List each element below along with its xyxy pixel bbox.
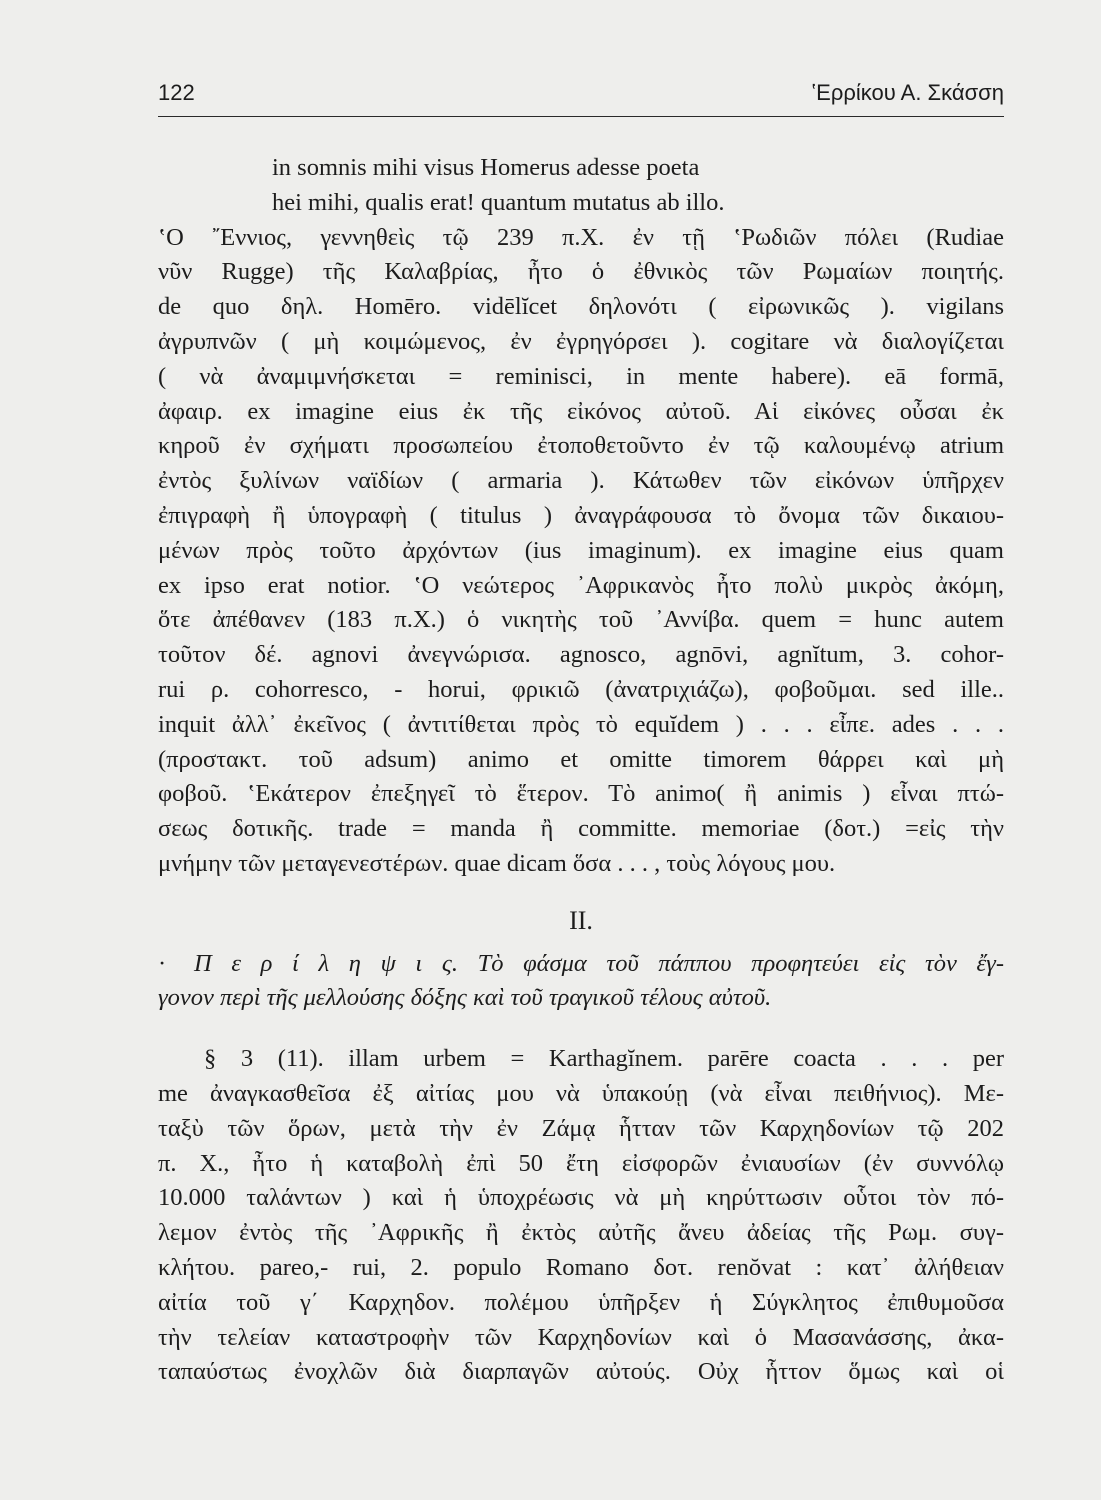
paragraph-line: me ἀναγκασθεῖσα ἐξ αἰτίας μου νὰ ὑπακούῃ (νὰ εἶναι πειθήνιος). Με- — [158, 1079, 1004, 1107]
paragraph-line: λεμον ἐντὸς τῆς ᾿Αφρικῆς ἢ ἐκτὸς αὐτῆς ἄνευ ἀδείας τῆς Ρωμ. συγ- — [158, 1219, 1004, 1247]
page-number: 122 — [158, 80, 195, 105]
paragraph-line: ταξὺ τῶν ὅρων, μετὰ τὴν ἐν Ζάμᾳ ἧτταν τῶν Καρχηδονίων τῷ 202 — [158, 1114, 1004, 1142]
verse-line: hei mihi, qualis erat! quantum mutatus ab illo. — [272, 188, 725, 216]
commentary-line: inquit ἀλλ᾿ ἐκεῖνος ( ἀντιτίθεται πρὸς τὸ equĭdem ) . . . εἶπε. ades . . . — [158, 710, 1004, 738]
commentary-line: μνήμην τῶν μεταγενεστέρων. quae dicam ὅσα . . . , τοὺς λόγους μου. — [158, 849, 836, 877]
commentary-line: μένων πρὸς τοῦτο ἀρχόντων (ius imaginum). ex imagine eius quam — [158, 536, 1004, 564]
commentary-line: (προστακτ. τοῦ adsum) animo et omitte timorem θάρρει καὶ μὴ — [158, 745, 1004, 773]
paragraph-line: ταπαύστως ἐνοχλῶν διὰ διαρπαγῶν αὐτούς. Οὐχ ἧττον ὅμως καὶ οἱ — [158, 1358, 1004, 1386]
commentary-line: ἀγρυπνῶν ( μὴ κοιμώμενος, ἐν ἐγρηγόρσει ). cogitare νὰ διαλογίζεται — [158, 327, 1004, 355]
commentary-line: νῦν Rugge) τῆς Καλαβρίας, ἦτο ὁ ἐθνικὸς τῶν Ρωμαίων ποιητής. — [158, 258, 1004, 286]
commentary-paragraph — [158, 221, 1004, 882]
commentary-line: σεως δοτικῆς. trade = manda ἢ committe. memoriae (δοτ.) =εἰς τὴν — [158, 815, 1004, 843]
summary-text: Π ε ρ ί λ η ψ ι ς. Τὸ φάσμα τοῦ πάππου προφητεύει εἰς τὸν ἔγ- — [194, 949, 1004, 977]
section-summary — [158, 947, 1004, 1017]
commentary-line: ex ipso erat notior. ʽΟ νεώτερος ᾿Αφρικανὸς ἦτο πολὺ μικρὸς ἀκόμη, — [158, 571, 1004, 599]
paragraph-line: π. Χ., ἦτο ἡ καταβολὴ ἐπὶ 50 ἔτη εἰσφορῶν ἐνιαυσίων (ἐν συννόλῳ — [158, 1149, 1004, 1177]
commentary-line: τοῦτον δέ. agnovi ἀνεγνώρισα. agnosco, agnōvi, agnĭtum, 3. cohor- — [158, 641, 1004, 669]
page-body — [158, 143, 1004, 1390]
summary-bullet: · — [158, 949, 167, 977]
paragraph-line: § 3 (11). illam urbem = Karthagĭnem. parēre coacta . . . per — [204, 1045, 1004, 1073]
section-number: II. — [569, 905, 593, 935]
summary-line — [158, 947, 1004, 982]
paragraph-line: 10.000 ταλάντων ) καὶ ἡ ὑποχρέωσις νὰ μὴ κηρύττωσιν οὗτοι τὸν πό- — [158, 1184, 1004, 1212]
running-head-author: ʽΕρρίκου Α. Σκάσση — [811, 80, 1004, 105]
paragraph-line: τὴν τελείαν καταστροφὴν τῶν Καρχηδονίων καὶ ὁ Μασανάσσης, ἀκα- — [158, 1323, 1004, 1351]
commentary-line: φοβοῦ. ʽΕκάτερον ἐπεξηγεῖ τὸ ἕτερον. Τὸ animo( ἢ animis ) εἶναι πτώ- — [158, 780, 1004, 808]
commentary-line: ἐντὸς ξυλίνων ναϊδίων ( armaria ). Κάτωθεν τῶν εἰκόνων ὑπῆρχεν — [158, 467, 1004, 495]
commentary-line: ( νὰ ἀναμιμνήσκεται = reminisci, in mente habere). eā formā, — [158, 362, 1004, 390]
paragraph-line: αἰτία τοῦ γ΄ Καρχηδον. πολέμου ὑπῆρξεν ἡ Σύγκλητος ἐπιθυμοῦσα — [158, 1288, 1004, 1316]
commentary-line: ὅτε ἀπέθανεν (183 π.Χ.) ὁ νικητὴς τοῦ ᾿Αννίβα. quem = hunc autem — [158, 606, 1004, 634]
commentary-line: ἀφαιρ. ex imagine eius ἐκ τῆς εἰκόνος αὐτοῦ. Αἱ εἰκόνες οὖσαι ἐκ — [158, 397, 1004, 425]
summary-line: γονον περὶ τῆς μελλούσης δόξης καὶ τοῦ τραγικοῦ τέλους αὐτοῦ. — [158, 984, 772, 1012]
commentary-line: rui ρ. cohorresco, - horui, φρικιῶ (ἀνατριχιάζω), φοβοῦμαι. sed ille.. — [158, 675, 1004, 703]
commentary-line: ʽΟ ῎Εννιος, γεννηθεὶς τῷ 239 π.Χ. ἐν τῇ ʽΡωδιῶν πόλει (Rudiae — [158, 223, 1004, 251]
commentary-line: ἐπιγραφὴ ἢ ὑπογραφὴ ( titulus ) ἀναγράφουσα τὸ ὄνομα τῶν δικαιου- — [158, 501, 1004, 529]
running-head — [158, 70, 1004, 117]
commentary-line: κηροῦ ἐν σχήματι προσωπείου ἐτοποθετοῦντο ἐν τῷ καλουμένῳ atrium — [158, 432, 1004, 460]
commentary-paragraph — [158, 1042, 1004, 1390]
verse-line: in somnis mihi visus Homerus adesse poeta — [272, 154, 700, 181]
paragraph-line: κλήτου. pareo,- rui, 2. populo Romano δοτ. renŏvat : κατ᾿ ἀλήθειαν — [158, 1253, 1004, 1281]
commentary-line: de quo δηλ. Homēro. vidēlĭcet δηλονότι ( εἰρωνικῶς ). vigilans — [158, 293, 1004, 321]
